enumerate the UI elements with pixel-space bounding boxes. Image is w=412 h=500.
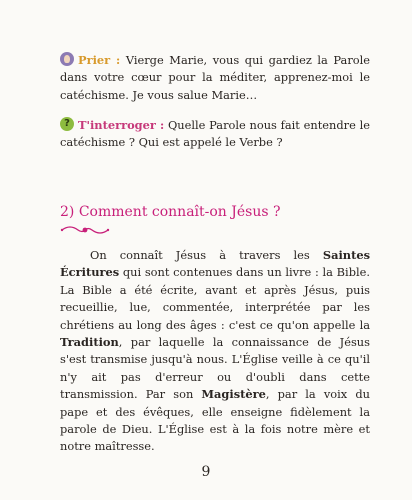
body-text: qui sont contenues dans un livre : la Bible. La Bible a été écrite, avant et après Jésus, puis recueillie, lue, commentée, interprétée par les chrétiens au long des âges : c'est ce qu'on appelle la (60, 265, 370, 332)
section-title: 2) Comment connaît-on Jésus ? (60, 204, 281, 220)
virgin-mary-icon (60, 52, 74, 66)
question-mark-icon: ? (60, 117, 74, 131)
prayer-label: Prier : (78, 53, 121, 67)
body-text: On connaît Jésus à travers les (90, 248, 323, 262)
prayer-text: Vierge Marie, vous qui gardiez la Parole dans votre cœur pour la méditer, apprenez-moi le catéchisme. Je vous salue Marie… (60, 53, 371, 102)
prayer-paragraph (60, 52, 370, 104)
term-tradition: Tradition (60, 335, 119, 350)
question-paragraph (60, 117, 370, 152)
body-text: , par laquelle la connaissance de Jésus s'est transmise jusqu'à nous. L'Église veille à ce qu'il n'y ait pas d'erreur ou d'oubli dans cette transmission. Par son (60, 335, 370, 402)
body-text: , par la voix du pape et des évêques, elle enseigne fidèlement la parole de Dieu. L'Église est à la fois notre mère et notre maîtresse. (60, 387, 370, 454)
body-paragraph (60, 247, 370, 456)
question-text: Quelle Parole nous fait entendre le catéchisme ? Qui est appelé le Verbe ? (60, 118, 370, 150)
flourish-ornament-icon (60, 223, 110, 237)
term-magisterium: Magistère (201, 387, 266, 402)
term-holy-scriptures: Saintes Écritures (60, 248, 370, 280)
page-number: 9 (201, 464, 211, 480)
question-label: T'interroger : (78, 118, 165, 132)
